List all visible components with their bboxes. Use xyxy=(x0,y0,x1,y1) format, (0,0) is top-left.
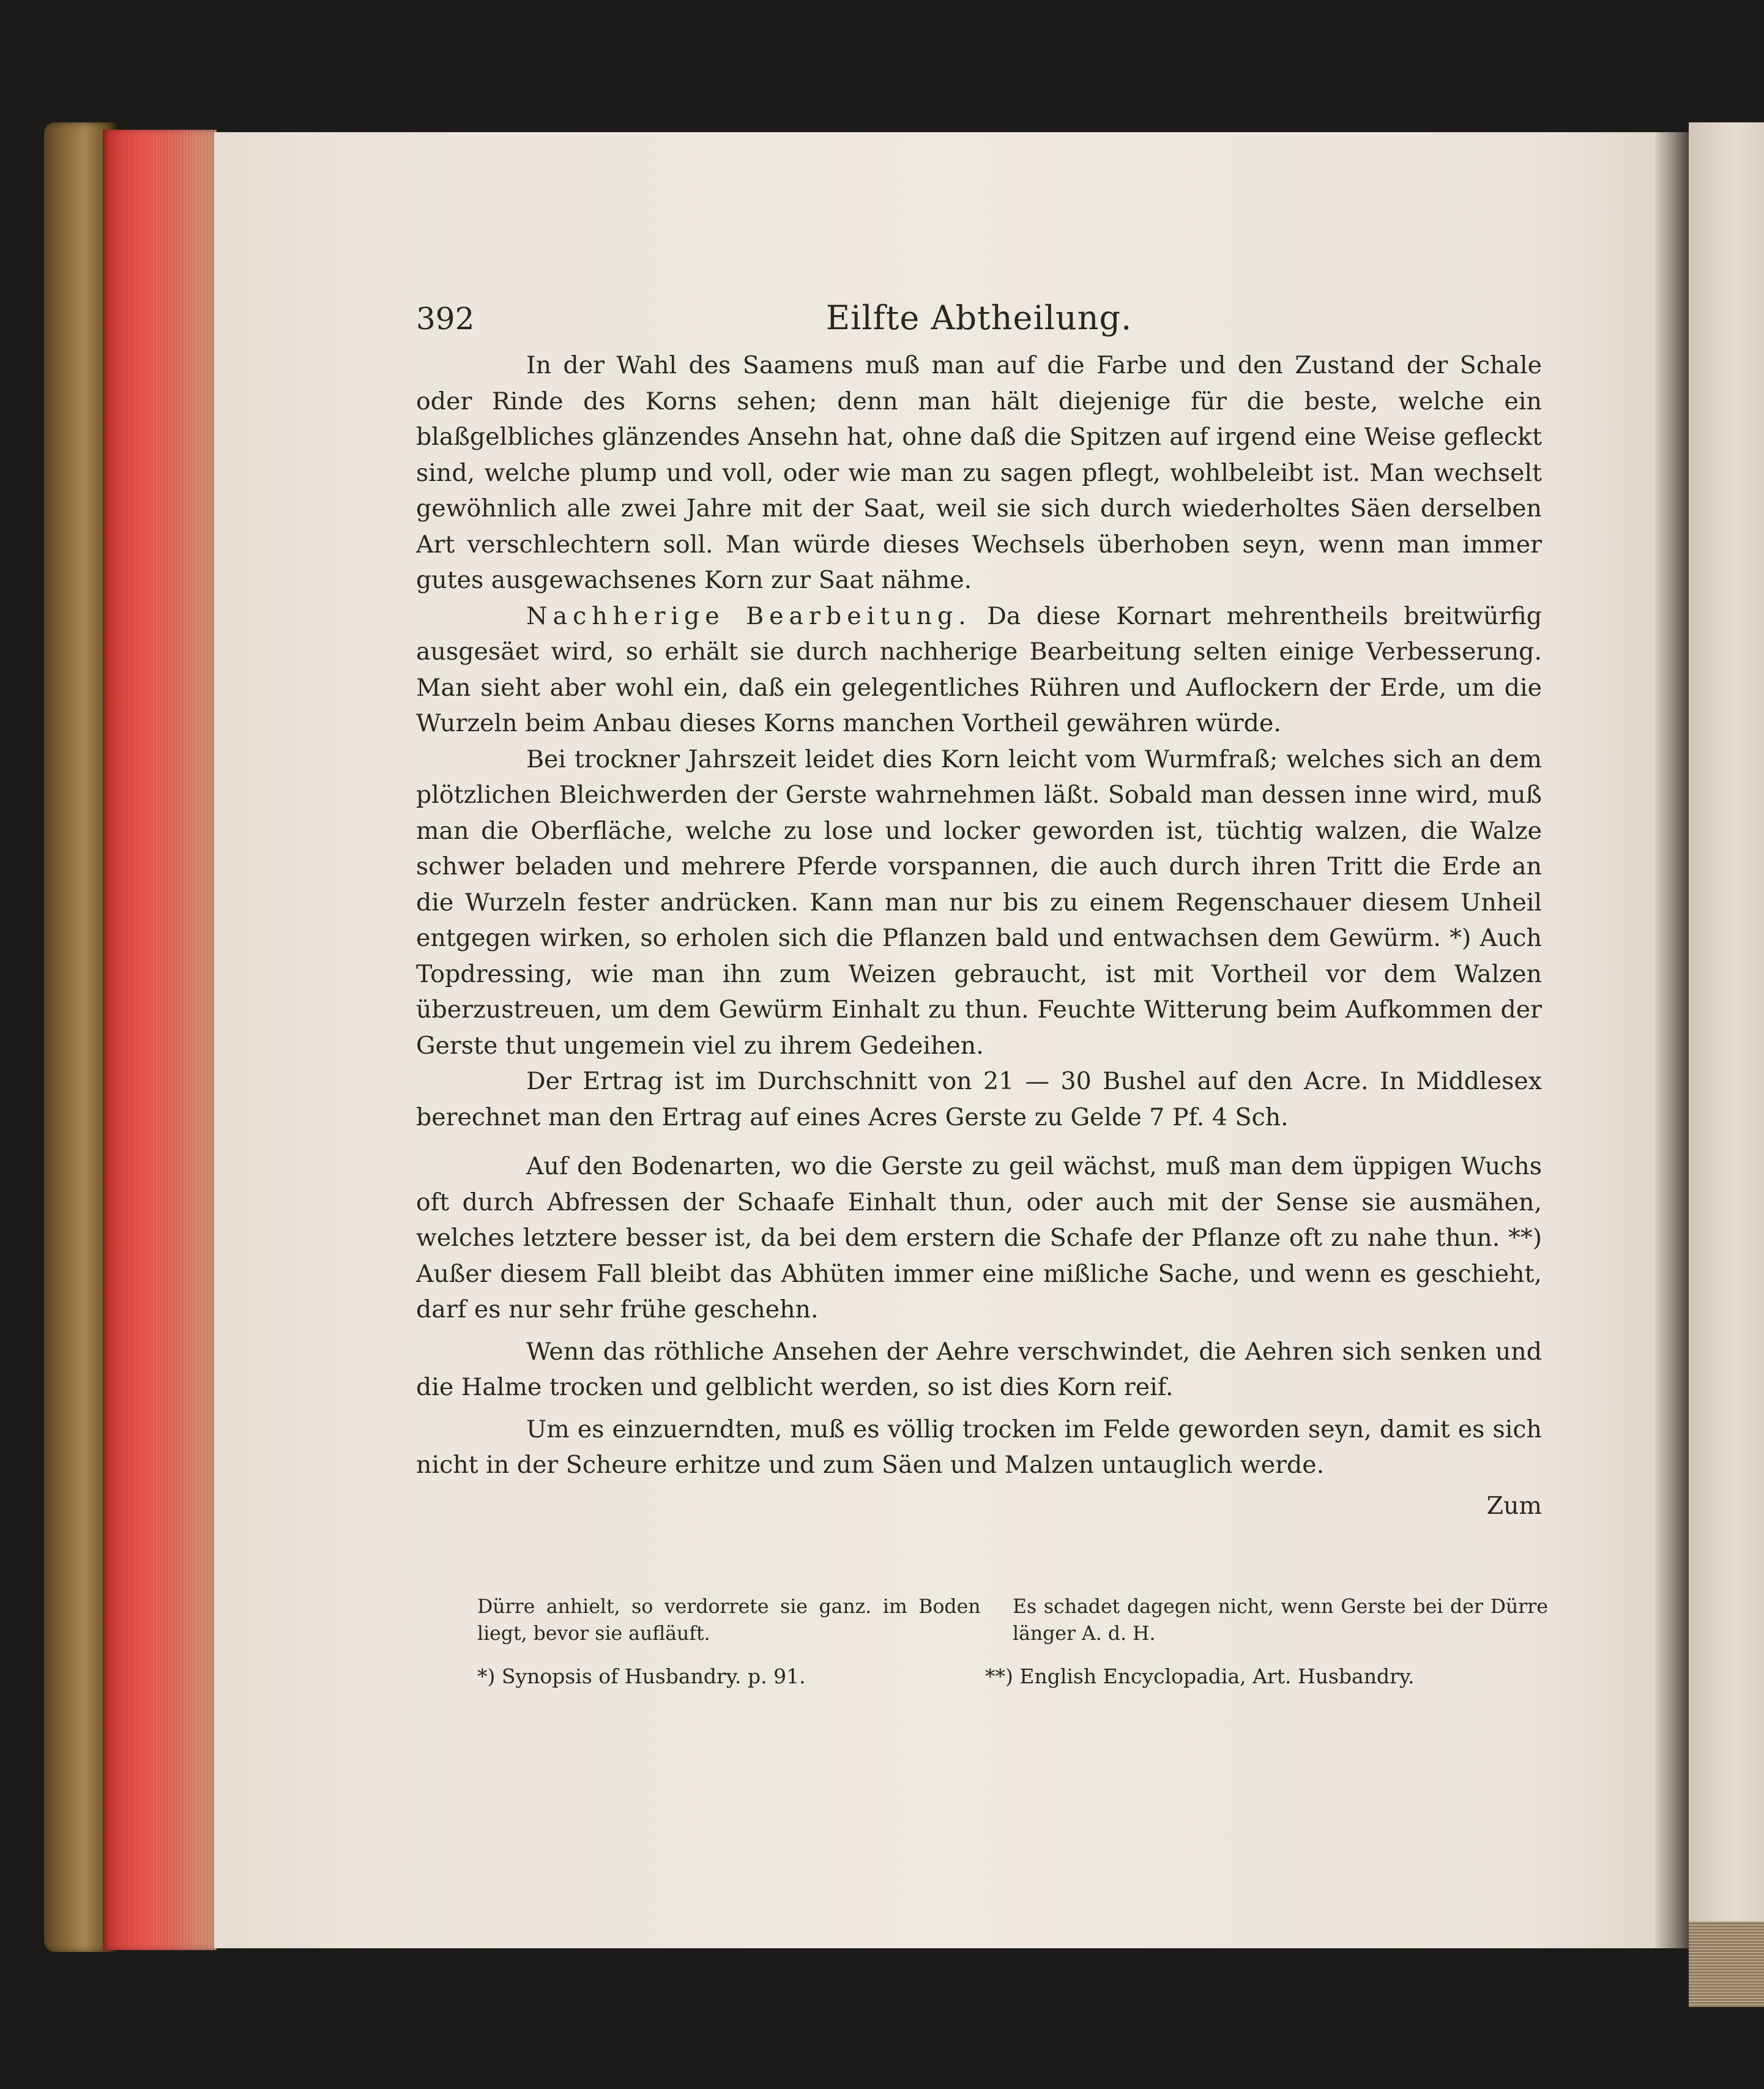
footnote-continuation-right: Es schadet dagegen nicht, wenn Gerste bei der Dürre länger A. d. H. xyxy=(1013,1596,1548,1645)
footnote-ref-2: **) English Encyclopadia, Art. Husbandry. xyxy=(985,1664,1415,1688)
footnote-continuation-left: Dürre anhielt, so verdorrete sie ganz. im Boden liegt, bevor sie aufläuft. xyxy=(477,1596,981,1645)
running-head: Eilfte Abtheilung. xyxy=(825,299,1133,337)
page-number: 392 xyxy=(416,301,475,337)
facing-page-edges xyxy=(1689,1921,1764,2007)
paragraph-ripeness: Wenn das röthliche Ansehen der Aehre verschwindet, die Aehren sich senken und die Halme trocken und gelblicht werden, so ist dies Korn reif. xyxy=(416,1337,1542,1401)
paragraph-dry-season: Bei trockner Jahrszeit leidet dies Korn leicht vom Wurmfraß; welches sich an dem plötzlichen Bleichwerden der Gerste wahrnehmen läßt. Sobald man dessen inne wird, muß man die Oberfläche, welche zu lose und locker geworden ist, tüchtig walzen, die Walze schwer beladen und mehrere Pferde vorspannen, die auch durch ihren Tritt die Erde an die Wurzeln fester andrücken. Kann man nur bis zu einem Regenschauer diesem Unheil entgegen wirken, so erholen sich die Pflanzen bald und entwachsen dem Gewürm. *) Auch Topdressing, wie man ihn zum Weizen gebraucht, ist mit Vortheil vor dem Walzen überzustreuen, um dem Gewürm Einhalt zu thun. Feuchte Witterung beim Aufkommen der Gerste thut ungemein viel zu ihrem Gedeihen. xyxy=(416,745,1542,1060)
section-heading-nachherige-bearbeitung: Nachherige Bearbeitung. xyxy=(526,601,972,630)
page-edge-lines xyxy=(103,130,217,1950)
footnote-continuation xyxy=(477,1593,1548,1647)
footnotes xyxy=(477,1593,1548,1690)
page-text xyxy=(416,292,1542,1524)
footnote-references xyxy=(477,1663,1548,1690)
paragraph-later-cultivation xyxy=(416,598,1542,742)
paragraph-harvest: Um es einzuerndten, muß es völlig trocken im Felde geworden seyn, damit es sich nicht in der Scheure erhitze und zum Säen und Malzen untauglich werde. xyxy=(416,1415,1542,1479)
page-header xyxy=(416,292,1542,348)
paragraph-yield: Der Ertrag ist im Durchschnitt von 21 — 30 Bushel auf den Acre. In Middlesex berechnet man den Ertrag auf eines Acres Gerste zu Gelde 7 Pf. 4 Sch. xyxy=(416,1067,1542,1131)
paragraph-seed-selection: In der Wahl des Saamens muß man auf die Farbe und den Zustand der Schale oder Rinde des Korns sehen; denn man hält diejenige für die beste, welche ein blaßgelbliches glänzendes Ansehn hat, ohne daß die Spitzen auf irgend eine Weise gefleckt sind, welche plump und voll, oder wie man zu sagen pflegt, wohlbeleibt ist. Man wechselt gewöhnlich alle zwei Jahre mit der Saat, weil sie sich durch wiederholtes Säen derselben Art verschlechtern soll. Man würde dieses Wechsels überhoben seyn, wenn man immer gutes ausgewachsenes Korn zur Saat nähme. xyxy=(416,351,1542,594)
gutter-shadow xyxy=(1655,132,1692,1948)
footnote-ref-1: *) Synopsis of Husbandry. p. 91. xyxy=(477,1664,806,1688)
paragraph-soil-types: Auf den Bodenarten, wo die Gerste zu geil wächst, muß man dem üppigen Wuchs oft durch Abfressen der Schaafe Einhalt thun, oder auch mit der Sense sie ausmähen, welches letztere besser ist, da bei dem erstern die Schafe der Pflanze oft zu nahe thun. **) Außer diesem Fall bleibt das Abhüten immer eine mißliche Sache, und wenn es geschieht, darf es nur sehr frühe geschehn. xyxy=(416,1152,1542,1324)
paragraph-later-cultivation-text: Da diese Kornart mehrentheils breitwürfig ausgesäet wird, so erhält sie durch nachherige Bearbeitung selten einige Verbesserung. Man sieht aber wohl ein, daß ein gelegentliches Rühren und Auflockern der Erde, um die Wurzeln beim Anbau dieses Korns manchen Vortheil gewähren würde. xyxy=(416,601,1543,737)
facing-page-sliver xyxy=(1689,122,1764,1970)
catchword: Zum xyxy=(1486,1491,1542,1520)
